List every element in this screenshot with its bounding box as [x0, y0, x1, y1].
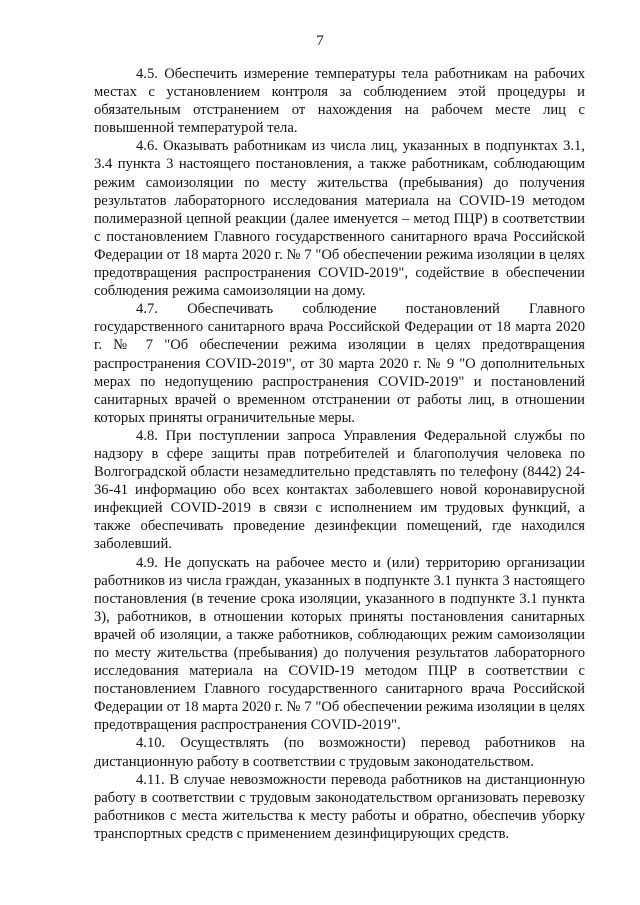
paragraph-4-5: 4.5. Обеспечить измерение температуры тела работникам на рабочих местах с установлением контроля за соблюдением этой процедуры и обязательным отстранением от нахождения на рабочем месте лиц с повышенной температурой тела. [94, 66, 585, 137]
paragraph-4-10: 4.10. Осуществлять (по возможности) перевод работников на дистанционную работу в соответствии с трудовым законодательством. [94, 735, 585, 770]
paragraph-4-6: 4.6. Оказывать работникам из числа лиц, указанных в подпунктах 3.1, 3.4 пункта 3 настоящего постановления, а также работникам, соблюдающим режим самоизоляции по месту жительства (пребывания) до получения результатов лабораторного исследования материала на COVID-19 методом полимеразной цепной реакции (далее именуется – метод ПЦР) в соответствии с постановлением Главного государственного санитарного врача Российской Федерации от 18 марта 2020 г. № 7 "Об обеспечении режима изоляции в целях предотвращения распространения COVID-2019", содействие в обеспечении соблюдения режима самоизоляции на дому. [94, 138, 585, 300]
paragraph-4-7: 4.7. Обеспечивать соблюдение постановлений Главного государственного санитарного врача Российской Федерации от 18 марта 2020 г. № 7 "Об обеспечении режима изоляции в целях предотвращения распространения COVID-2019", от 30 марта 2020 г. № 9 "О дополнительных мерах по недопущению распространения COVID-2019" и постановлений санитарных врачей о временном отстранении от работы лиц, в отношении которых приняты ограничительные меры. [94, 301, 585, 426]
document-body [94, 65, 585, 843]
page-number: 7 [316, 33, 324, 49]
paragraph-4-11: 4.11. В случае невозможности перевода работников на дистанционную работу в соответствии с трудовым законодательством организовать перевозку работников с места жительства к месту работы и обратно, обеспечив уборку транспортных средств с применением дезинфицирующих средств. [94, 771, 585, 842]
paragraph-4-9: 4.9. Не допускать на рабочее место и (или) территорию организации работников из числа граждан, указанных в подпункте 3.1 пункта 3 настоящего постановления (в течение срока изоляции, указанного в подпункте 3.1 пункта 3), работников, в отношении которых приняты постановления санитарных врачей об изоляции, а также работников, соблюдающих режим самоизоляции по месту жительства (пребывания) до получения результатов лабораторного исследования материала на COVID-19 методом ПЦР в соответствии с постановлением Главного государственного санитарного врача Российской Федерации от 18 марта 2020 г. № 7 "Об обеспечении режима изоляции в целях предотвращения распространения COVID-2019". [94, 554, 585, 734]
paragraph-4-8: 4.8. При поступлении запроса Управления Федеральной службы по надзору в сфере защиты прав потребителей и благополучия человека по Волгоградской области незамедлительно представлять по телефону (8442) 24-36-41 информацию обо всех контактах заболевшего новой коронавирусной инфекцией COVID-2019 в связи с исполнением им трудовых функций, а также обеспечивать проведение дезинфекции помещений, где находился заболевший. [94, 427, 585, 553]
